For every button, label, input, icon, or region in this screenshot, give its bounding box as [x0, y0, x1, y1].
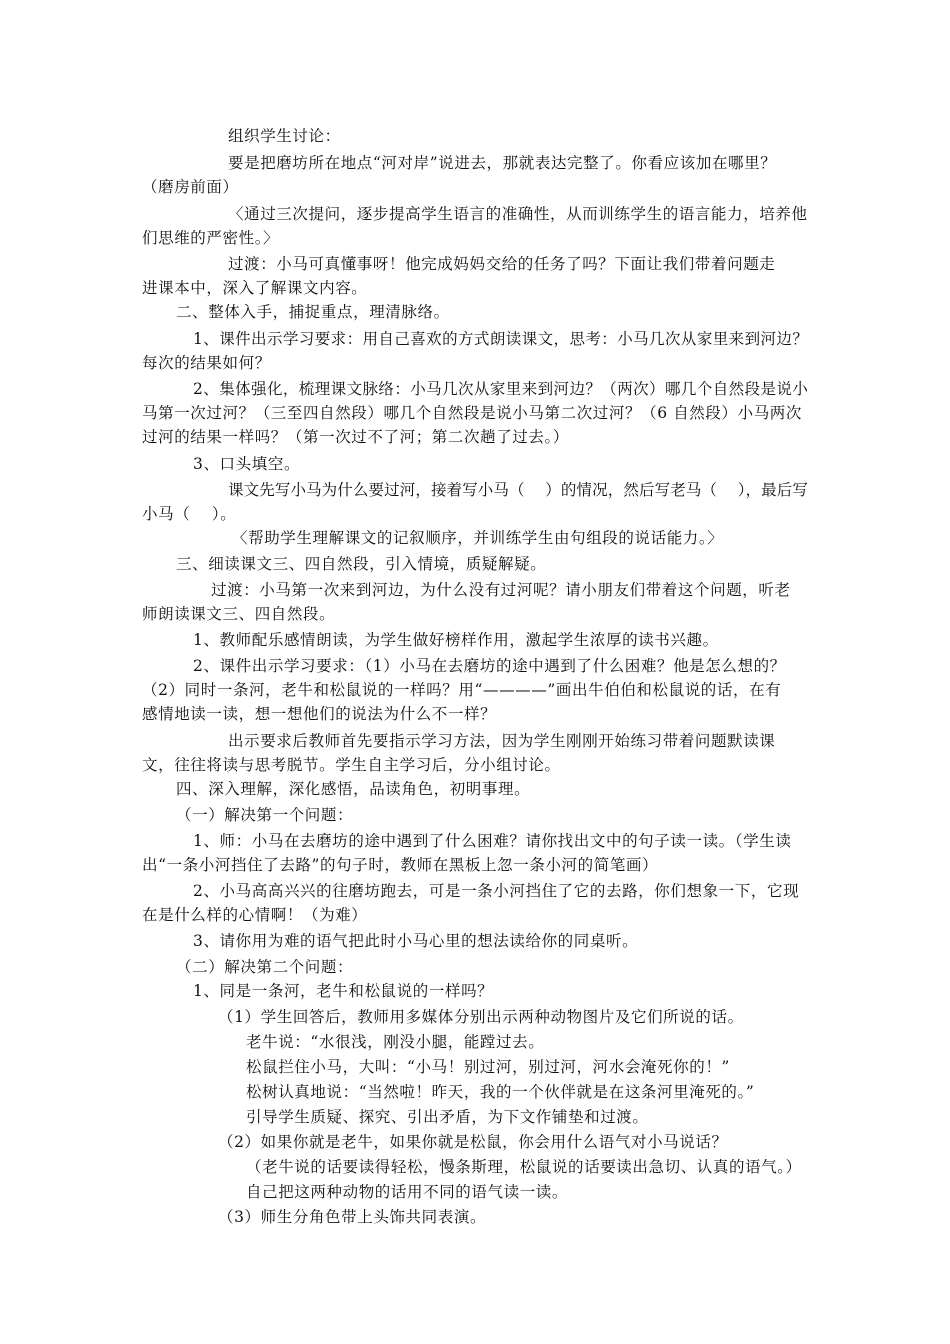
text-line: 课文先写小马为什么要过河，接着写小马（ ）的情况，然后写老马（ ），最后写 — [228, 481, 809, 499]
section-heading: 三、细读课文三、四自然段，引入情境，质疑解疑。 — [176, 555, 547, 573]
text-line: 〈帮助学生理解课文的记叙顺序，并训练学生由句组段的说话能力。〉 — [232, 529, 724, 547]
text-line: （1）学生回答后，教师用多媒体分别出示两种动物图片及它们所说的话。 — [218, 1008, 744, 1026]
text-line: 文，往往将读与思考脱节。学生自主学习后，分小组讨论。 — [142, 756, 561, 774]
text-line: （3）师生分角色带上头饰共同表演。 — [218, 1208, 487, 1226]
text-line: 过河的结果一样吗？（第一次过不了河；第二次趟了过去。） — [142, 428, 569, 446]
text-line: 出示要求后教师首先要指示学习方法，因为学生刚刚开始练习带着问题默读课 — [228, 732, 776, 750]
text-line: 出“一条小河挡住了去路”的句子时，教师在黑板上忽一条小河的简笔画） — [142, 856, 659, 874]
text-line: 过渡：小马第一次来到河边，为什么没有过河呢？请小朋友们带着这个问题，听老 — [211, 581, 791, 599]
text-line: 3、请你用为难的语气把此时小马心里的想法读给你的同桌听。 — [193, 932, 639, 950]
text-line: 感情地读一读，想一想他们的说法为什么不一样？ — [142, 705, 497, 723]
text-line: 2、小马高高兴兴的往磨坊跑去，可是一条小河挡住了它的去路，你们想象一下，它现 — [193, 882, 800, 900]
quote-line: 松鼠拦住小马，大叫：“小马！别过河，别过河，河水会淹死你的！” — [246, 1058, 730, 1076]
text-line: 师朗读课文三、四自然段。 — [142, 605, 336, 623]
text-line: 每次的结果如何？ — [142, 354, 271, 372]
text-line: 1、教师配乐感情朗读，为学生做好榜样作用，激起学生浓厚的读书兴趣。 — [193, 631, 719, 649]
quote-line: 老牛说：“水很浅，刚没小腿，能蹚过去。 — [246, 1033, 545, 1051]
text-line: 们思维的严密性。〉 — [142, 229, 280, 247]
text-line: （2）同时一条河，老牛和松鼠说的一样吗？用“————”画出牛伯伯和松鼠说的话，在有 — [142, 681, 782, 699]
sub-heading: （一）解决第一个问题： — [176, 806, 354, 824]
text-line: 1、课件出示学习要求：用自己喜欢的方式朗读课文，思考：小马几次从家里来到河边？ — [193, 330, 809, 348]
text-line: 在是什么样的心情啊！（为难） — [142, 906, 368, 924]
sub-heading: （二）解决第二个问题： — [176, 958, 354, 976]
text-line: （2）如果你就是老牛，如果你就是松鼠，你会用什么语气对小马说话？ — [218, 1133, 728, 1151]
text-line: 自己把这两种动物的话用不同的语气读一读。 — [246, 1183, 569, 1201]
text-line: 进课本中，深入了解课文内容。 — [142, 279, 368, 297]
text-line: 引导学生质疑、探究、引出矛盾，为下文作铺垫和过渡。 — [246, 1108, 649, 1126]
text-line: （磨房前面） — [142, 178, 239, 196]
text-line: 要是把磨坊所在地点“河对岸”说进去，那就表达完整了。你看应该加在哪里？ — [228, 154, 777, 172]
text-line: 小马（ ）。 — [142, 505, 237, 523]
text-line: 马第一次过河？（三至四自然段）哪几个自然段是说小马第二次过河？（6 自然段）小马两次 — [142, 404, 802, 422]
text-line: 〈通过三次提问，逐步提高学生语言的准确性，从而训练学生的语言能力，培养他 — [228, 205, 808, 223]
text-line: 2、课件出示学习要求：（1）小马在去磨坊的途中遇到了什么困难？他是怎么想的？ — [193, 657, 786, 675]
section-heading: 二、整体入手，捕捉重点，理清脉络。 — [176, 303, 450, 321]
text-line: 3、口头填空。 — [193, 455, 301, 473]
text-line: 1、同是一条河，老牛和松鼠说的一样吗？ — [193, 982, 494, 1000]
text-line: 2、集体强化，梳理课文脉络：小马几次从家里来到河边？（两次）哪几个自然段是说小 — [193, 380, 809, 398]
text-line: 过渡：小马可真懂事呀！他完成妈妈交给的任务了吗？下面让我们带着问题走 — [228, 255, 776, 273]
text-line: 组织学生讨论： — [228, 127, 341, 145]
quote-line: 松树认真地说：“当然啦！昨天，我的一个伙伴就是在这条河里淹死的。” — [246, 1083, 755, 1101]
text-line: 1、师：小马在去磨坊的途中遇到了什么困难？请你找出文中的句子读一读。（学生读 — [193, 832, 792, 850]
text-line: （老牛说的话要读得轻松，慢条斯理，松鼠说的话要读出急切、认真的语气。） — [246, 1158, 802, 1176]
section-heading: 四、深入理解，深化感悟，品读角色，初明事理。 — [176, 780, 531, 798]
